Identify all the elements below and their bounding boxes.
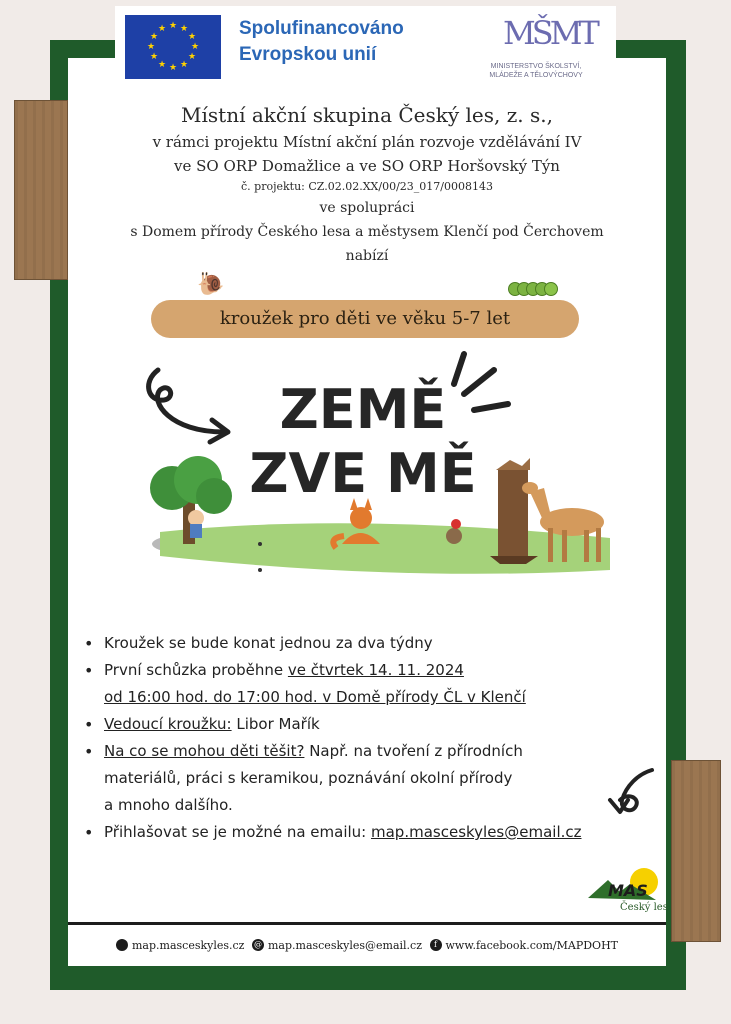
first-meeting-time-place: od 16:00 hod. do 17:00 hod. v Domě přírody ČL v Klenčí bbox=[104, 688, 526, 706]
activities-text-2: materiálů, práci s keramikou, poznávání okolní přírody bbox=[104, 769, 513, 787]
intro-text bbox=[68, 100, 666, 268]
snail-icon: 🐌 bbox=[197, 272, 225, 297]
email-icon: @ bbox=[253, 940, 262, 949]
age-banner: kroužek pro děti ve věku 5-7 let bbox=[151, 300, 579, 338]
signup-text: Přihlašovat se je možné na emailu: bbox=[104, 823, 371, 841]
globe-icon bbox=[116, 939, 128, 951]
leader-name: Libor Mařík bbox=[231, 715, 320, 733]
footer-facebook-text: www.facebook.com/MAPDOHT bbox=[445, 938, 618, 952]
mas-logo-text: MAS bbox=[608, 881, 648, 900]
swirl-arrow-icon bbox=[602, 764, 658, 820]
footer-web-text: map.masceskyles.cz bbox=[132, 938, 245, 952]
title-line1: ZEMĚ bbox=[279, 378, 447, 441]
ministry-line2: MLÁDEŽE A TĚLOVÝCHOVY bbox=[489, 72, 583, 79]
list-item bbox=[84, 657, 664, 711]
title-line2: ZVE MĚ bbox=[249, 442, 477, 505]
cofund-line2: Evropskou unií bbox=[239, 44, 377, 65]
facebook-icon: f bbox=[430, 939, 442, 951]
activities-question: Na co se mohou děti těšit? bbox=[104, 742, 305, 760]
ministry-line1: MINISTERSTVO ŠKOLSTVÍ, bbox=[490, 63, 582, 70]
footer-divider bbox=[68, 922, 666, 925]
partners-line: s Domem přírody Českého lesa a městysem Klenčí pod Čerchovem bbox=[130, 224, 604, 240]
ministry-text bbox=[461, 62, 611, 80]
offers-line: nabízí bbox=[345, 248, 389, 264]
footer-email-text: map.masceskyles@email.cz bbox=[267, 938, 423, 952]
msmt-logo-icon: MŠMT bbox=[503, 14, 596, 52]
mas-logo-subtext: Český les bbox=[620, 902, 668, 913]
caterpillar-icon bbox=[508, 278, 562, 296]
info-list bbox=[84, 630, 664, 846]
first-meeting-text: První schůzka proběhne bbox=[104, 661, 288, 679]
frequency-text: Kroužek se bude konat jednou za dva týdny bbox=[104, 634, 433, 652]
list-item bbox=[84, 738, 664, 819]
region-line: ve SO ORP Domažlice a ve SO ORP Horšovský Týn bbox=[174, 157, 560, 175]
curly-arrow-icon bbox=[140, 362, 240, 452]
list-item bbox=[84, 630, 664, 657]
list-item bbox=[84, 819, 664, 846]
project-number: č. projektu: CZ.02.02.XX/00/23_017/0008143 bbox=[241, 180, 493, 193]
eu-flag-icon: ★ ★ ★ ★ ★ ★ ★ ★ ★ ★ ★ ★ bbox=[125, 15, 221, 79]
project-line: v rámci projektu Místní akční plán rozvoje vzdělávání IV bbox=[152, 133, 582, 151]
footer-web[interactable] bbox=[116, 939, 244, 952]
tape-right bbox=[671, 760, 721, 942]
list-item bbox=[84, 711, 664, 738]
cofund-line1: Spolufinancováno bbox=[239, 18, 404, 39]
footer-facebook[interactable] bbox=[430, 939, 618, 952]
cooperation-line: ve spolupráci bbox=[319, 200, 415, 216]
signup-email-link[interactable]: map.masceskyles@email.cz bbox=[371, 823, 582, 841]
leader-label: Vedoucí kroužku: bbox=[104, 715, 232, 733]
footer bbox=[68, 930, 666, 960]
cofund-text bbox=[239, 16, 449, 68]
first-meeting-date: ve čtvrtek 14. 11. 2024 bbox=[287, 661, 464, 679]
footer-email[interactable] bbox=[252, 939, 422, 952]
activities-text-3: a mnoho dalšího. bbox=[104, 796, 233, 814]
organizer-heading: Místní akční skupina Český les, z. s., bbox=[181, 103, 553, 127]
tape-left bbox=[14, 100, 68, 280]
nature-illustration bbox=[150, 452, 610, 592]
header-logos bbox=[115, 6, 616, 84]
activities-text-1: Např. na tvoření z přírodních bbox=[304, 742, 523, 760]
